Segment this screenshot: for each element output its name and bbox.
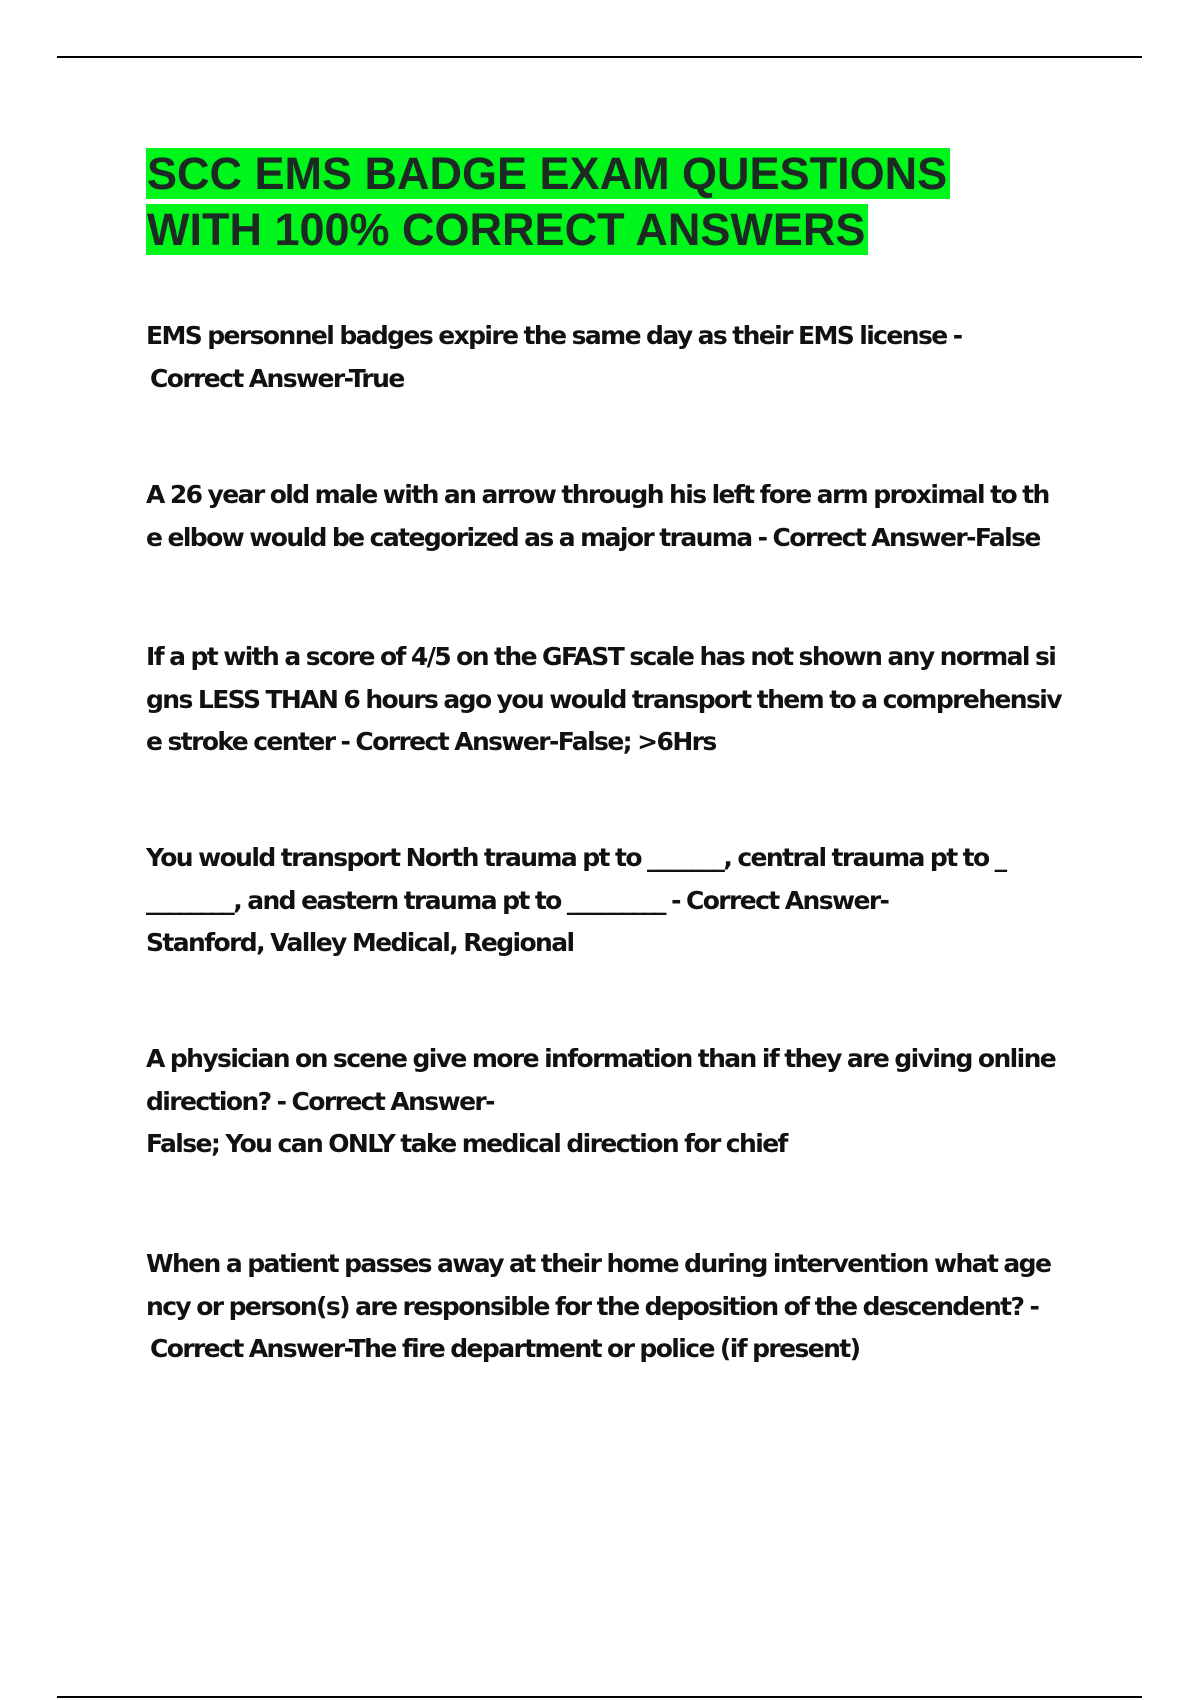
bottom-rule <box>57 1696 1142 1698</box>
title-highlight: SCC EMS BADGE EXAM QUESTIONS <box>146 148 950 199</box>
question-line: You would transport North trauma pt to _______, central trauma pt to _ <box>146 843 1006 872</box>
question-line: EMS personnel badges expire the same day as their EMS license - <box>146 321 962 350</box>
question-line: ________, and eastern trauma pt to _________ - Correct Answer- <box>146 885 889 915</box>
question-answer-1 <box>146 315 1086 400</box>
title-line <box>146 146 1046 202</box>
question-answer-3 <box>146 636 1086 764</box>
question-answer-6 <box>146 1243 1086 1371</box>
question-line: ncy or person(s) are responsible for the deposition of the descendent? - <box>146 1291 1039 1321</box>
document-title <box>146 146 1046 258</box>
answer-line: Correct Answer-The fire department or police (if present) <box>150 1334 860 1363</box>
title-line <box>146 202 1046 258</box>
question-line: When a patient passes away at their home during intervention what age <box>146 1249 1051 1278</box>
question-line: A physician on scene give more information than if they are giving online <box>146 1044 1056 1073</box>
question-answer-5 <box>146 1038 1086 1166</box>
answer-line: Stanford, Valley Medical, Regional <box>146 928 574 957</box>
answer-line: False; You can ONLY take medical direction for chief <box>146 1129 787 1158</box>
question-answer-4 <box>146 837 1086 965</box>
question-line: e elbow would be categorized as a major trauma - Correct Answer-False <box>146 522 1040 552</box>
question-line: gns LESS THAN 6 hours ago you would transport them to a comprehensiv <box>146 684 1061 714</box>
question-answer-2 <box>146 474 1086 559</box>
question-line: If a pt with a score of 4/5 on the GFAST scale has not shown any normal si <box>146 642 1056 671</box>
question-line: e stroke center - Correct Answer-False; >6Hrs <box>146 727 716 756</box>
title-highlight: WITH 100% CORRECT ANSWERS <box>146 204 868 255</box>
question-line: A 26 year old male with an arrow through his left fore arm proximal to th <box>146 480 1049 509</box>
question-line: direction? - Correct Answer- <box>146 1086 494 1116</box>
answer-line: Correct Answer-True <box>150 363 404 393</box>
top-rule <box>57 56 1142 58</box>
